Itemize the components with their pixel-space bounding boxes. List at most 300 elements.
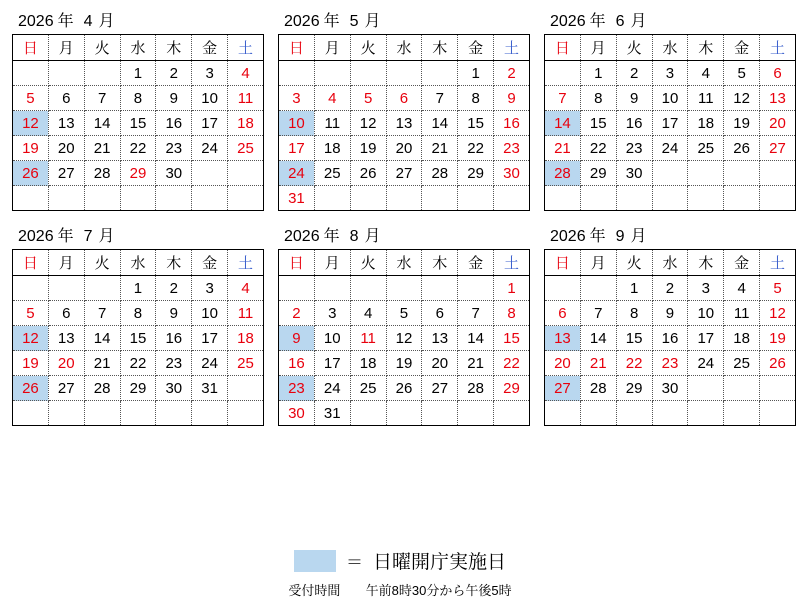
week-row	[545, 276, 796, 301]
week-row	[545, 401, 796, 426]
day-cell: 5	[760, 276, 796, 301]
month-block	[544, 6, 788, 211]
month-title-year: 2026	[550, 228, 586, 245]
day-cell: 23	[156, 136, 192, 161]
day-cell: 25	[350, 376, 386, 401]
day-cell: 29	[494, 376, 530, 401]
weekday-header-cell: 木	[688, 250, 724, 276]
day-cell: 24	[279, 161, 315, 186]
day-cell: 3	[279, 86, 315, 111]
month-title-year-kanji: 年	[323, 228, 340, 245]
day-cell: 11	[228, 301, 264, 326]
empty-day-cell	[760, 186, 796, 211]
day-cell: 16	[652, 326, 688, 351]
empty-day-cell	[688, 186, 724, 211]
month-block	[12, 221, 256, 426]
empty-day-cell	[48, 276, 84, 301]
week-row	[13, 326, 264, 351]
day-cell: 5	[724, 61, 760, 86]
day-cell: 30	[616, 161, 652, 186]
empty-day-cell	[350, 276, 386, 301]
weekday-header-cell: 木	[422, 250, 458, 276]
day-cell: 14	[422, 111, 458, 136]
day-cell: 17	[279, 136, 315, 161]
empty-day-cell	[458, 401, 494, 426]
day-cell: 27	[386, 161, 422, 186]
weekday-header-cell: 水	[386, 250, 422, 276]
weekday-header-cell: 土	[494, 250, 530, 276]
day-cell: 21	[84, 351, 120, 376]
day-cell: 19	[13, 136, 49, 161]
week-row	[545, 61, 796, 86]
legend-equals: ＝	[345, 553, 363, 572]
day-cell: 28	[545, 161, 581, 186]
month-title-year: 2026	[284, 13, 320, 30]
day-cell: 3	[688, 276, 724, 301]
weekday-header-cell: 火	[616, 35, 652, 61]
empty-day-cell	[156, 401, 192, 426]
day-cell: 10	[192, 301, 228, 326]
day-cell: 10	[652, 86, 688, 111]
weekday-header-cell: 水	[120, 250, 156, 276]
day-cell: 2	[279, 301, 315, 326]
empty-day-cell	[616, 401, 652, 426]
weekday-header-cell: 土	[760, 35, 796, 61]
month-block	[278, 6, 522, 211]
day-cell: 30	[156, 376, 192, 401]
weekday-header-cell: 日	[13, 35, 49, 61]
weekday-header-row	[13, 250, 264, 276]
day-cell: 30	[652, 376, 688, 401]
month-title-month-kanji: 月	[630, 13, 647, 30]
empty-day-cell	[386, 401, 422, 426]
day-cell: 31	[192, 376, 228, 401]
month-title-year: 2026	[18, 13, 54, 30]
day-cell: 11	[724, 301, 760, 326]
empty-day-cell	[652, 161, 688, 186]
day-cell: 28	[84, 376, 120, 401]
day-cell: 26	[13, 161, 49, 186]
day-cell: 26	[350, 161, 386, 186]
empty-day-cell	[13, 186, 49, 211]
month-title-year: 2026	[284, 228, 320, 245]
month-title-year: 2026	[550, 13, 586, 30]
day-cell: 17	[192, 111, 228, 136]
empty-day-cell	[13, 61, 49, 86]
day-cell: 4	[228, 61, 264, 86]
month-title	[544, 6, 788, 34]
legend-label: 日曜開庁実施日	[372, 552, 506, 573]
month-title-year-kanji: 年	[589, 13, 606, 30]
day-cell: 27	[545, 376, 581, 401]
day-cell: 13	[760, 86, 796, 111]
empty-day-cell	[48, 186, 84, 211]
day-cell: 23	[652, 351, 688, 376]
month-title-year-kanji: 年	[57, 228, 74, 245]
weekday-header-cell: 月	[580, 35, 616, 61]
week-row	[279, 351, 530, 376]
month-block	[278, 221, 522, 426]
weekday-header-cell: 金	[458, 250, 494, 276]
week-row	[13, 301, 264, 326]
empty-day-cell	[760, 401, 796, 426]
day-cell: 8	[580, 86, 616, 111]
day-cell: 17	[688, 326, 724, 351]
day-cell: 18	[314, 136, 350, 161]
empty-day-cell	[688, 161, 724, 186]
day-cell: 24	[688, 351, 724, 376]
day-cell: 25	[724, 351, 760, 376]
week-row	[13, 61, 264, 86]
day-cell: 4	[724, 276, 760, 301]
month-title-year: 2026	[18, 228, 54, 245]
weekday-header-cell: 日	[279, 250, 315, 276]
day-cell: 7	[580, 301, 616, 326]
day-cell: 28	[458, 376, 494, 401]
day-cell: 5	[13, 301, 49, 326]
week-row	[545, 376, 796, 401]
empty-day-cell	[279, 276, 315, 301]
day-cell: 11	[228, 86, 264, 111]
week-row	[13, 276, 264, 301]
day-cell: 6	[48, 301, 84, 326]
day-cell: 13	[545, 326, 581, 351]
day-cell: 22	[580, 136, 616, 161]
day-cell: 2	[616, 61, 652, 86]
empty-day-cell	[314, 186, 350, 211]
day-cell: 7	[84, 301, 120, 326]
day-cell: 12	[350, 111, 386, 136]
empty-day-cell	[458, 276, 494, 301]
empty-day-cell	[494, 186, 530, 211]
day-cell: 27	[760, 136, 796, 161]
weekday-header-cell: 火	[350, 250, 386, 276]
day-cell: 1	[580, 61, 616, 86]
day-cell: 19	[724, 111, 760, 136]
day-cell: 4	[228, 276, 264, 301]
weekday-header-cell: 水	[120, 35, 156, 61]
day-cell: 23	[156, 351, 192, 376]
week-row	[545, 161, 796, 186]
empty-day-cell	[279, 61, 315, 86]
day-cell: 29	[580, 161, 616, 186]
empty-day-cell	[760, 376, 796, 401]
weekday-header-cell: 土	[760, 250, 796, 276]
day-cell: 8	[458, 86, 494, 111]
day-cell: 7	[84, 86, 120, 111]
month-title-month-kanji: 月	[98, 13, 115, 30]
day-cell: 29	[120, 376, 156, 401]
day-cell: 26	[13, 376, 49, 401]
day-cell: 23	[279, 376, 315, 401]
day-cell: 2	[156, 61, 192, 86]
day-cell: 16	[156, 326, 192, 351]
day-cell: 5	[350, 86, 386, 111]
day-cell: 4	[314, 86, 350, 111]
legend-row	[0, 547, 800, 574]
weekday-header-row	[13, 35, 264, 61]
empty-day-cell	[580, 186, 616, 211]
weekday-header-row	[279, 250, 530, 276]
empty-day-cell	[422, 61, 458, 86]
month-title-month-kanji: 月	[630, 228, 647, 245]
day-cell: 13	[422, 326, 458, 351]
day-cell: 10	[279, 111, 315, 136]
day-cell: 21	[545, 136, 581, 161]
month-title-month: 9	[615, 228, 625, 245]
day-cell: 12	[724, 86, 760, 111]
month-table	[544, 34, 796, 211]
month-title-month-kanji: 月	[364, 13, 381, 30]
day-cell: 6	[760, 61, 796, 86]
week-row	[545, 86, 796, 111]
week-row	[279, 86, 530, 111]
empty-day-cell	[386, 61, 422, 86]
empty-day-cell	[688, 401, 724, 426]
week-row	[279, 111, 530, 136]
empty-day-cell	[422, 186, 458, 211]
empty-day-cell	[545, 276, 581, 301]
empty-day-cell	[545, 401, 581, 426]
day-cell: 4	[688, 61, 724, 86]
day-cell: 18	[688, 111, 724, 136]
week-row	[13, 351, 264, 376]
day-cell: 30	[156, 161, 192, 186]
day-cell: 14	[458, 326, 494, 351]
day-cell: 20	[48, 351, 84, 376]
day-cell: 23	[616, 136, 652, 161]
day-cell: 17	[652, 111, 688, 136]
empty-day-cell	[652, 186, 688, 211]
day-cell: 6	[48, 86, 84, 111]
day-cell: 25	[228, 351, 264, 376]
day-cell: 21	[580, 351, 616, 376]
month-table	[278, 249, 530, 426]
day-cell: 27	[48, 161, 84, 186]
empty-day-cell	[688, 376, 724, 401]
empty-day-cell	[314, 61, 350, 86]
month-title	[278, 6, 522, 34]
empty-day-cell	[84, 61, 120, 86]
weekday-header-cell: 月	[314, 250, 350, 276]
month-title-year-kanji: 年	[323, 13, 340, 30]
day-cell: 3	[192, 61, 228, 86]
empty-day-cell	[192, 186, 228, 211]
empty-day-cell	[84, 276, 120, 301]
empty-day-cell	[48, 61, 84, 86]
day-cell: 22	[120, 351, 156, 376]
day-cell: 13	[48, 326, 84, 351]
week-row	[279, 326, 530, 351]
day-cell: 15	[458, 111, 494, 136]
weekday-header-cell: 火	[350, 35, 386, 61]
day-cell: 7	[545, 86, 581, 111]
weekday-header-cell: 水	[386, 35, 422, 61]
day-cell: 20	[760, 111, 796, 136]
day-cell: 29	[458, 161, 494, 186]
week-row	[13, 86, 264, 111]
weekday-header-cell: 土	[228, 250, 264, 276]
day-cell: 22	[494, 351, 530, 376]
weekday-header-cell: 日	[13, 250, 49, 276]
empty-day-cell	[422, 401, 458, 426]
weekday-header-cell: 日	[545, 250, 581, 276]
day-cell: 11	[314, 111, 350, 136]
month-title-month: 7	[83, 228, 93, 245]
day-cell: 5	[13, 86, 49, 111]
day-cell: 9	[494, 86, 530, 111]
day-cell: 30	[494, 161, 530, 186]
day-cell: 15	[120, 111, 156, 136]
month-block	[12, 6, 256, 211]
day-cell: 25	[314, 161, 350, 186]
weekday-header-cell: 月	[48, 250, 84, 276]
day-cell: 21	[84, 136, 120, 161]
day-cell: 13	[48, 111, 84, 136]
month-title-month-kanji: 月	[98, 228, 115, 245]
weekday-header-cell: 木	[422, 35, 458, 61]
day-cell: 18	[350, 351, 386, 376]
empty-day-cell	[84, 401, 120, 426]
empty-day-cell	[192, 401, 228, 426]
empty-day-cell	[494, 401, 530, 426]
empty-day-cell	[314, 276, 350, 301]
day-cell: 26	[724, 136, 760, 161]
day-cell: 31	[279, 186, 315, 211]
week-row	[545, 301, 796, 326]
day-cell: 15	[580, 111, 616, 136]
day-cell: 10	[688, 301, 724, 326]
day-cell: 28	[84, 161, 120, 186]
day-cell: 6	[386, 86, 422, 111]
month-title-month: 6	[615, 13, 625, 30]
day-cell: 8	[494, 301, 530, 326]
weekday-header-cell: 金	[192, 250, 228, 276]
day-cell: 3	[314, 301, 350, 326]
week-row	[279, 301, 530, 326]
day-cell: 20	[48, 136, 84, 161]
weekday-header-cell: 月	[314, 35, 350, 61]
day-cell: 22	[616, 351, 652, 376]
day-cell: 1	[120, 61, 156, 86]
day-cell: 2	[652, 276, 688, 301]
day-cell: 15	[494, 326, 530, 351]
day-cell: 25	[228, 136, 264, 161]
day-cell: 3	[192, 276, 228, 301]
day-cell: 14	[545, 111, 581, 136]
week-row	[279, 61, 530, 86]
day-cell: 13	[386, 111, 422, 136]
weekday-header-row	[545, 250, 796, 276]
day-cell: 9	[156, 301, 192, 326]
week-row	[545, 111, 796, 136]
empty-day-cell	[228, 161, 264, 186]
weekday-header-cell: 金	[724, 35, 760, 61]
weekday-header-cell: 月	[580, 250, 616, 276]
day-cell: 12	[386, 326, 422, 351]
day-cell: 24	[192, 351, 228, 376]
week-row	[279, 276, 530, 301]
day-cell: 22	[458, 136, 494, 161]
day-cell: 21	[422, 136, 458, 161]
day-cell: 24	[652, 136, 688, 161]
day-cell: 19	[350, 136, 386, 161]
empty-day-cell	[386, 276, 422, 301]
day-cell: 7	[458, 301, 494, 326]
month-table	[544, 249, 796, 426]
month-table	[12, 34, 264, 211]
day-cell: 1	[458, 61, 494, 86]
day-cell: 29	[616, 376, 652, 401]
week-row	[545, 186, 796, 211]
legend	[0, 547, 800, 599]
day-cell: 24	[314, 376, 350, 401]
day-cell: 29	[120, 161, 156, 186]
week-row	[545, 136, 796, 161]
legend-color-swatch	[294, 550, 336, 572]
day-cell: 28	[422, 161, 458, 186]
week-row	[13, 401, 264, 426]
weekday-header-row	[279, 35, 530, 61]
weekday-header-cell: 水	[652, 250, 688, 276]
day-cell: 23	[494, 136, 530, 161]
weekday-header-cell: 金	[458, 35, 494, 61]
empty-day-cell	[120, 186, 156, 211]
empty-day-cell	[48, 401, 84, 426]
empty-day-cell	[228, 186, 264, 211]
day-cell: 9	[279, 326, 315, 351]
day-cell: 18	[724, 326, 760, 351]
week-row	[545, 326, 796, 351]
day-cell: 20	[545, 351, 581, 376]
empty-day-cell	[545, 186, 581, 211]
day-cell: 21	[458, 351, 494, 376]
day-cell: 9	[616, 86, 652, 111]
week-row	[279, 136, 530, 161]
day-cell: 16	[494, 111, 530, 136]
week-row	[13, 111, 264, 136]
day-cell: 26	[386, 376, 422, 401]
day-cell: 25	[688, 136, 724, 161]
empty-day-cell	[724, 401, 760, 426]
weekday-header-cell: 木	[688, 35, 724, 61]
day-cell: 24	[192, 136, 228, 161]
week-row	[279, 186, 530, 211]
month-title-year-kanji: 年	[589, 228, 606, 245]
month-title	[12, 221, 256, 249]
day-cell: 12	[13, 111, 49, 136]
day-cell: 4	[350, 301, 386, 326]
empty-day-cell	[580, 401, 616, 426]
day-cell: 1	[494, 276, 530, 301]
week-row	[13, 376, 264, 401]
month-title-month: 4	[83, 13, 93, 30]
day-cell: 11	[350, 326, 386, 351]
week-row	[279, 401, 530, 426]
day-cell: 2	[156, 276, 192, 301]
day-cell: 14	[84, 111, 120, 136]
weekday-header-cell: 日	[545, 35, 581, 61]
day-cell: 7	[422, 86, 458, 111]
empty-day-cell	[156, 186, 192, 211]
weekday-header-cell: 金	[724, 250, 760, 276]
month-title-month: 8	[349, 228, 359, 245]
day-cell: 30	[279, 401, 315, 426]
empty-day-cell	[386, 186, 422, 211]
day-cell: 26	[760, 351, 796, 376]
day-cell: 17	[314, 351, 350, 376]
week-row	[13, 186, 264, 211]
